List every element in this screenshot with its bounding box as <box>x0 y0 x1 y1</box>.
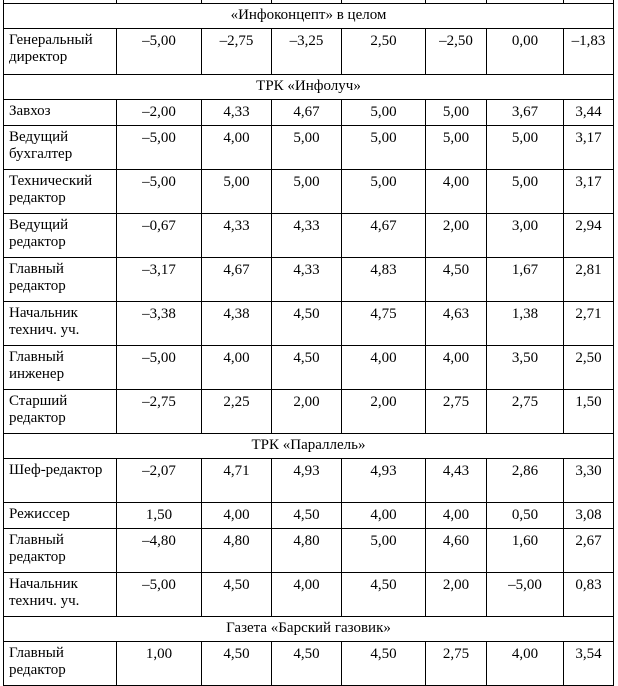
value-cell: –3,38 <box>117 302 202 346</box>
value-cell: 4,33 <box>272 258 342 302</box>
value-cell: 2,94 <box>564 214 614 258</box>
value-cell: 4,00 <box>202 126 272 170</box>
table-row <box>4 100 614 126</box>
value-cell: 3,44 <box>564 100 614 126</box>
value-cell: –5,00 <box>117 126 202 170</box>
section-header-row <box>4 75 614 100</box>
value-cell: 5,00 <box>426 126 487 170</box>
value-cell: 5,00 <box>487 126 564 170</box>
position-cell: Главный редактор <box>4 258 117 302</box>
value-cell: 2,75 <box>487 390 564 434</box>
value-cell: 3,17 <box>564 126 614 170</box>
value-cell: 4,75 <box>342 302 426 346</box>
section-title: ТРК «Инфолуч» <box>4 75 614 100</box>
table-page <box>3 0 613 686</box>
value-cell: 2,00 <box>272 390 342 434</box>
value-cell: 4,33 <box>202 214 272 258</box>
value-cell: 2,00 <box>426 573 487 617</box>
value-cell: 5,00 <box>342 126 426 170</box>
position-cell: Главный редактор <box>4 529 117 573</box>
value-cell: 1,50 <box>564 390 614 434</box>
value-cell: 5,00 <box>202 170 272 214</box>
value-cell: 3,54 <box>564 642 614 686</box>
value-cell: 0,83 <box>564 573 614 617</box>
value-cell: 4,00 <box>487 642 564 686</box>
position-cell: Начальник технич. уч. <box>4 302 117 346</box>
value-cell: 4,67 <box>342 214 426 258</box>
value-cell: 4,33 <box>202 100 272 126</box>
value-cell: 5,00 <box>342 170 426 214</box>
value-cell: 4,43 <box>426 459 487 503</box>
value-cell: 5,00 <box>342 529 426 573</box>
position-cell: Завхоз <box>4 100 117 126</box>
position-cell: Режиссер <box>4 503 117 529</box>
value-cell: 2,71 <box>564 302 614 346</box>
value-cell: 4,00 <box>272 573 342 617</box>
value-cell: 4,50 <box>272 642 342 686</box>
value-cell: 3,17 <box>564 170 614 214</box>
section-header-row <box>4 4 614 29</box>
table-row <box>4 170 614 214</box>
position-cell: Ведущий редактор <box>4 214 117 258</box>
value-cell: 4,93 <box>272 459 342 503</box>
table-row <box>4 346 614 390</box>
table-row <box>4 302 614 346</box>
value-cell: 4,80 <box>272 529 342 573</box>
value-cell: –2,75 <box>202 29 272 75</box>
value-cell: 2,50 <box>564 346 614 390</box>
value-cell: 1,60 <box>487 529 564 573</box>
section-header-row <box>4 617 614 642</box>
value-cell: –0,67 <box>117 214 202 258</box>
value-cell: 4,00 <box>342 503 426 529</box>
value-cell: 4,50 <box>272 302 342 346</box>
section-title: «Инфоконцепт» в целом <box>4 4 614 29</box>
value-cell: –4,80 <box>117 529 202 573</box>
position-cell: Шеф-редактор <box>4 459 117 503</box>
value-cell: 4,83 <box>342 258 426 302</box>
value-cell: 4,33 <box>272 214 342 258</box>
table-row <box>4 214 614 258</box>
value-cell: 2,75 <box>426 390 487 434</box>
value-cell: 4,50 <box>272 503 342 529</box>
table-row <box>4 459 614 503</box>
value-cell: 1,00 <box>117 642 202 686</box>
value-cell: –2,50 <box>426 29 487 75</box>
value-cell: –5,00 <box>117 29 202 75</box>
value-cell: 2,00 <box>426 214 487 258</box>
section-header-row <box>4 434 614 459</box>
value-cell: 4,50 <box>202 573 272 617</box>
table-row <box>4 503 614 529</box>
value-cell: 4,50 <box>342 573 426 617</box>
value-cell: –2,00 <box>117 100 202 126</box>
value-cell: 0,50 <box>487 503 564 529</box>
value-cell: 1,50 <box>117 503 202 529</box>
value-cell: 4,50 <box>272 346 342 390</box>
value-cell: –5,00 <box>117 573 202 617</box>
value-cell: –5,00 <box>487 573 564 617</box>
value-cell: 4,00 <box>426 170 487 214</box>
section-title: ТРК «Параллель» <box>4 434 614 459</box>
value-cell: 4,50 <box>202 642 272 686</box>
value-cell: 1,67 <box>487 258 564 302</box>
value-cell: –3,17 <box>117 258 202 302</box>
table-body <box>4 0 614 686</box>
value-cell: 4,00 <box>202 346 272 390</box>
ratings-table <box>3 0 614 686</box>
value-cell: 3,50 <box>487 346 564 390</box>
value-cell: 4,80 <box>202 529 272 573</box>
position-cell: Начальник технич. уч. <box>4 573 117 617</box>
position-cell: Главный инженер <box>4 346 117 390</box>
position-cell: Главный редактор <box>4 642 117 686</box>
value-cell: 2,00 <box>342 390 426 434</box>
value-cell: 4,93 <box>342 459 426 503</box>
value-cell: 2,86 <box>487 459 564 503</box>
value-cell: –5,00 <box>117 170 202 214</box>
value-cell: 3,67 <box>487 100 564 126</box>
value-cell: –2,75 <box>117 390 202 434</box>
table-row <box>4 126 614 170</box>
value-cell: 3,30 <box>564 459 614 503</box>
value-cell: 4,50 <box>342 642 426 686</box>
value-cell: 3,08 <box>564 503 614 529</box>
value-cell: 2,50 <box>342 29 426 75</box>
value-cell: 4,00 <box>426 346 487 390</box>
value-cell: –5,00 <box>117 346 202 390</box>
value-cell: 4,00 <box>202 503 272 529</box>
value-cell: –2,07 <box>117 459 202 503</box>
value-cell: 4,00 <box>426 503 487 529</box>
value-cell: 2,25 <box>202 390 272 434</box>
position-cell: Генеральный директор <box>4 29 117 75</box>
value-cell: 4,67 <box>202 258 272 302</box>
value-cell: 2,67 <box>564 529 614 573</box>
value-cell: 5,00 <box>426 100 487 126</box>
value-cell: 4,00 <box>342 346 426 390</box>
table-row <box>4 258 614 302</box>
value-cell: 4,63 <box>426 302 487 346</box>
position-cell: Технический редактор <box>4 170 117 214</box>
value-cell: 3,00 <box>487 214 564 258</box>
table-row <box>4 573 614 617</box>
value-cell: 4,38 <box>202 302 272 346</box>
position-cell: Ведущий бухгалтер <box>4 126 117 170</box>
value-cell: 4,67 <box>272 100 342 126</box>
table-row <box>4 390 614 434</box>
value-cell: 4,50 <box>426 258 487 302</box>
value-cell: 2,81 <box>564 258 614 302</box>
value-cell: 5,00 <box>487 170 564 214</box>
position-cell: Старший редактор <box>4 390 117 434</box>
value-cell: 4,71 <box>202 459 272 503</box>
value-cell: 5,00 <box>272 126 342 170</box>
value-cell: 2,75 <box>426 642 487 686</box>
value-cell: –1,83 <box>564 29 614 75</box>
value-cell: 4,60 <box>426 529 487 573</box>
table-row <box>4 529 614 573</box>
value-cell: –3,25 <box>272 29 342 75</box>
table-row <box>4 642 614 686</box>
value-cell: 5,00 <box>272 170 342 214</box>
section-title: Газета «Барский газовик» <box>4 617 614 642</box>
value-cell: 1,38 <box>487 302 564 346</box>
table-row <box>4 29 614 75</box>
value-cell: 0,00 <box>487 29 564 75</box>
value-cell: 5,00 <box>342 100 426 126</box>
